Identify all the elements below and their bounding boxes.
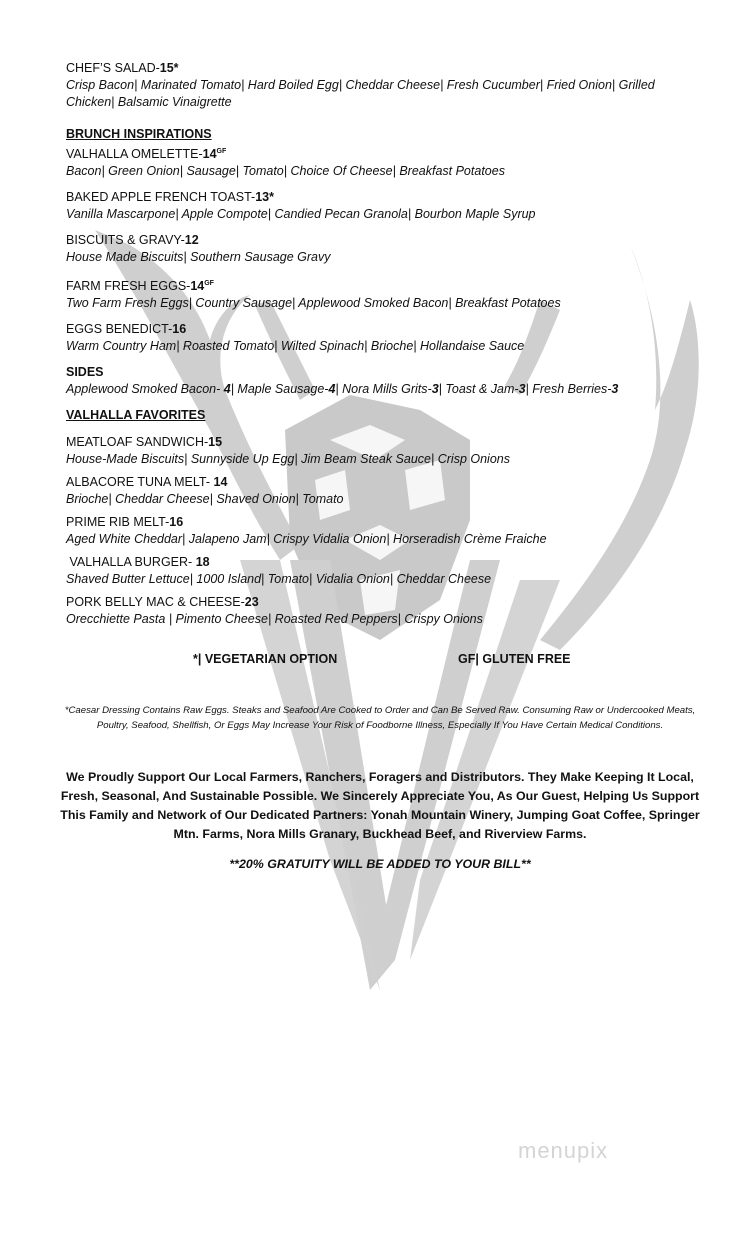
item-price: 16: [169, 515, 184, 529]
item-name: PORK BELLY MAC & CHEESE-: [66, 595, 245, 609]
side-price: 3: [611, 382, 619, 396]
item-price: 15*: [159, 61, 179, 75]
gratuity-notice: **20% GRATUITY WILL BE ADDED TO YOUR BILL**: [229, 857, 531, 871]
sides-list: [66, 381, 706, 398]
item-price: 15: [208, 435, 223, 449]
menu-item-valhalla-omelette: [66, 143, 706, 180]
section-heading-sides: SIDES: [66, 365, 104, 379]
menu-item-valhalla-burger: [66, 554, 706, 588]
menu-item-pork-belly-mac: [66, 594, 706, 628]
item-price: 16: [172, 322, 187, 336]
item-name: CHEF’S SALAD-: [66, 61, 160, 75]
item-price: 18: [195, 555, 210, 569]
legend-gluten-free: GF| GLUTEN FREE: [458, 652, 571, 666]
item-description: Warm Country Ham| Roasted Tomato| Wilted Spinach| Brioche| Hollandaise Sauce: [66, 339, 525, 353]
side-name: | Maple Sausage-: [230, 382, 329, 396]
item-description: Crisp Bacon| Marinated Tomato| Hard Boiled Egg| Cheddar Cheese| Fresh Cucumber| Fried Onion| Grilled Chicken| Balsamic Vinaigrette: [66, 78, 655, 109]
raw-food-disclaimer: *Caesar Dressing Contains Raw Eggs. Steaks and Seafood Are Cooked to Order and Can Be Served Raw. Consuming Raw or Undercooked Meats, Poultry, Seafood, Shellfish, Or Eggs May Increase Your Risk of Foodborne Illness, Especially If You Have Certain Medical Conditions.: [64, 705, 696, 731]
item-description: Shaved Butter Lettuce| 1000 Island| Tomato| Vidalia Onion| Cheddar Cheese: [66, 572, 492, 586]
menu-item-farm-fresh-eggs: [66, 275, 706, 312]
section-heading-brunch: BRUNCH INSPIRATIONS: [66, 127, 212, 141]
menu-body: [66, 60, 706, 628]
gf-tag: GF: [204, 280, 214, 287]
item-price: 14: [202, 147, 217, 161]
item-description: Vanilla Mascarpone| Apple Compote| Candied Pecan Granola| Bourbon Maple Syrup: [66, 207, 536, 221]
item-description: Brioche| Cheddar Cheese| Shaved Onion| Tomato: [66, 492, 344, 506]
menu-item-chefs-salad: [66, 60, 706, 111]
item-price: 13*: [255, 190, 274, 204]
item-price: 23: [244, 595, 259, 609]
menu-item-meatloaf-sandwich: [66, 434, 706, 468]
item-description: House-Made Biscuits| Sunnyside Up Egg| Jim Beam Steak Sauce| Crisp Onions: [66, 452, 510, 466]
item-name: VALHALLA BURGER-: [66, 555, 196, 569]
item-name: BISCUITS & GRAVY-: [66, 233, 185, 247]
item-description: Bacon| Green Onion| Sausage| Tomato| Choice Of Cheese| Breakfast Potatoes: [66, 164, 505, 178]
menupix-watermark: menupix: [518, 1138, 609, 1163]
menu-item-tuna-melt: [66, 474, 706, 508]
menu-item-prime-rib-melt: [66, 514, 706, 548]
menu-item-biscuits-gravy: [66, 232, 706, 266]
item-description: Aged White Cheddar| Jalapeno Jam| Crispy Vidalia Onion| Horseradish Crème Fraiche: [66, 532, 547, 546]
item-description: House Made Biscuits| Southern Sausage Gravy: [66, 250, 331, 264]
menu-item-eggs-benedict: [66, 321, 706, 355]
side-price: 3: [431, 382, 439, 396]
section-heading-favorites: VALHALLA FAVORITES: [66, 408, 206, 422]
gf-tag: GF: [216, 148, 227, 155]
side-price: 4: [328, 382, 336, 396]
side-name: | Nora Mills Grits-: [335, 382, 432, 396]
side-name: | Toast & Jam-: [438, 382, 519, 396]
item-name: FARM FRESH EGGS-: [66, 279, 191, 293]
side-price: 3: [518, 382, 526, 396]
item-name: PRIME RIB MELT-: [66, 515, 170, 529]
item-name: EGGS BENEDICT-: [66, 322, 173, 336]
item-price: 12: [184, 233, 199, 247]
side-name: | Fresh Berries-: [525, 382, 612, 396]
item-name: BAKED APPLE FRENCH TOAST-: [66, 190, 256, 204]
item-price: 14: [213, 475, 228, 489]
item-name: ALBACORE TUNA MELT-: [66, 475, 214, 489]
menu-item-french-toast: [66, 189, 706, 223]
item-name: VALHALLA OMELETTE-: [66, 147, 203, 161]
item-description: Orecchiette Pasta | Pimento Cheese| Roasted Red Peppers| Crispy Onions: [66, 612, 483, 626]
item-name: MEATLOAF SANDWICH-: [66, 435, 209, 449]
item-description: Two Farm Fresh Eggs| Country Sausage| Applewood Smoked Bacon| Breakfast Potatoes: [66, 296, 561, 310]
local-support-statement: We Proudly Support Our Local Farmers, Ranchers, Foragers and Distributors. They Make Keeping It Local, Fresh, Seasonal, And Sustainable Possible. We Sincerely Appreciate You, As Our Guest, Helping Us Support This Family and Network of Our Dedicated Partners: Yonah Mountain Winery, Jumping Goat Coffee, Springer Mtn. Farms, Nora Mills Granary, Buckhead Beef, and Riverview Farms.: [60, 770, 700, 841]
legend-vegetarian: *| VEGETARIAN OPTION: [193, 652, 338, 666]
item-price: 14: [190, 279, 205, 293]
side-name: Applewood Smoked Bacon-: [66, 382, 224, 396]
side-price: 4: [223, 382, 231, 396]
